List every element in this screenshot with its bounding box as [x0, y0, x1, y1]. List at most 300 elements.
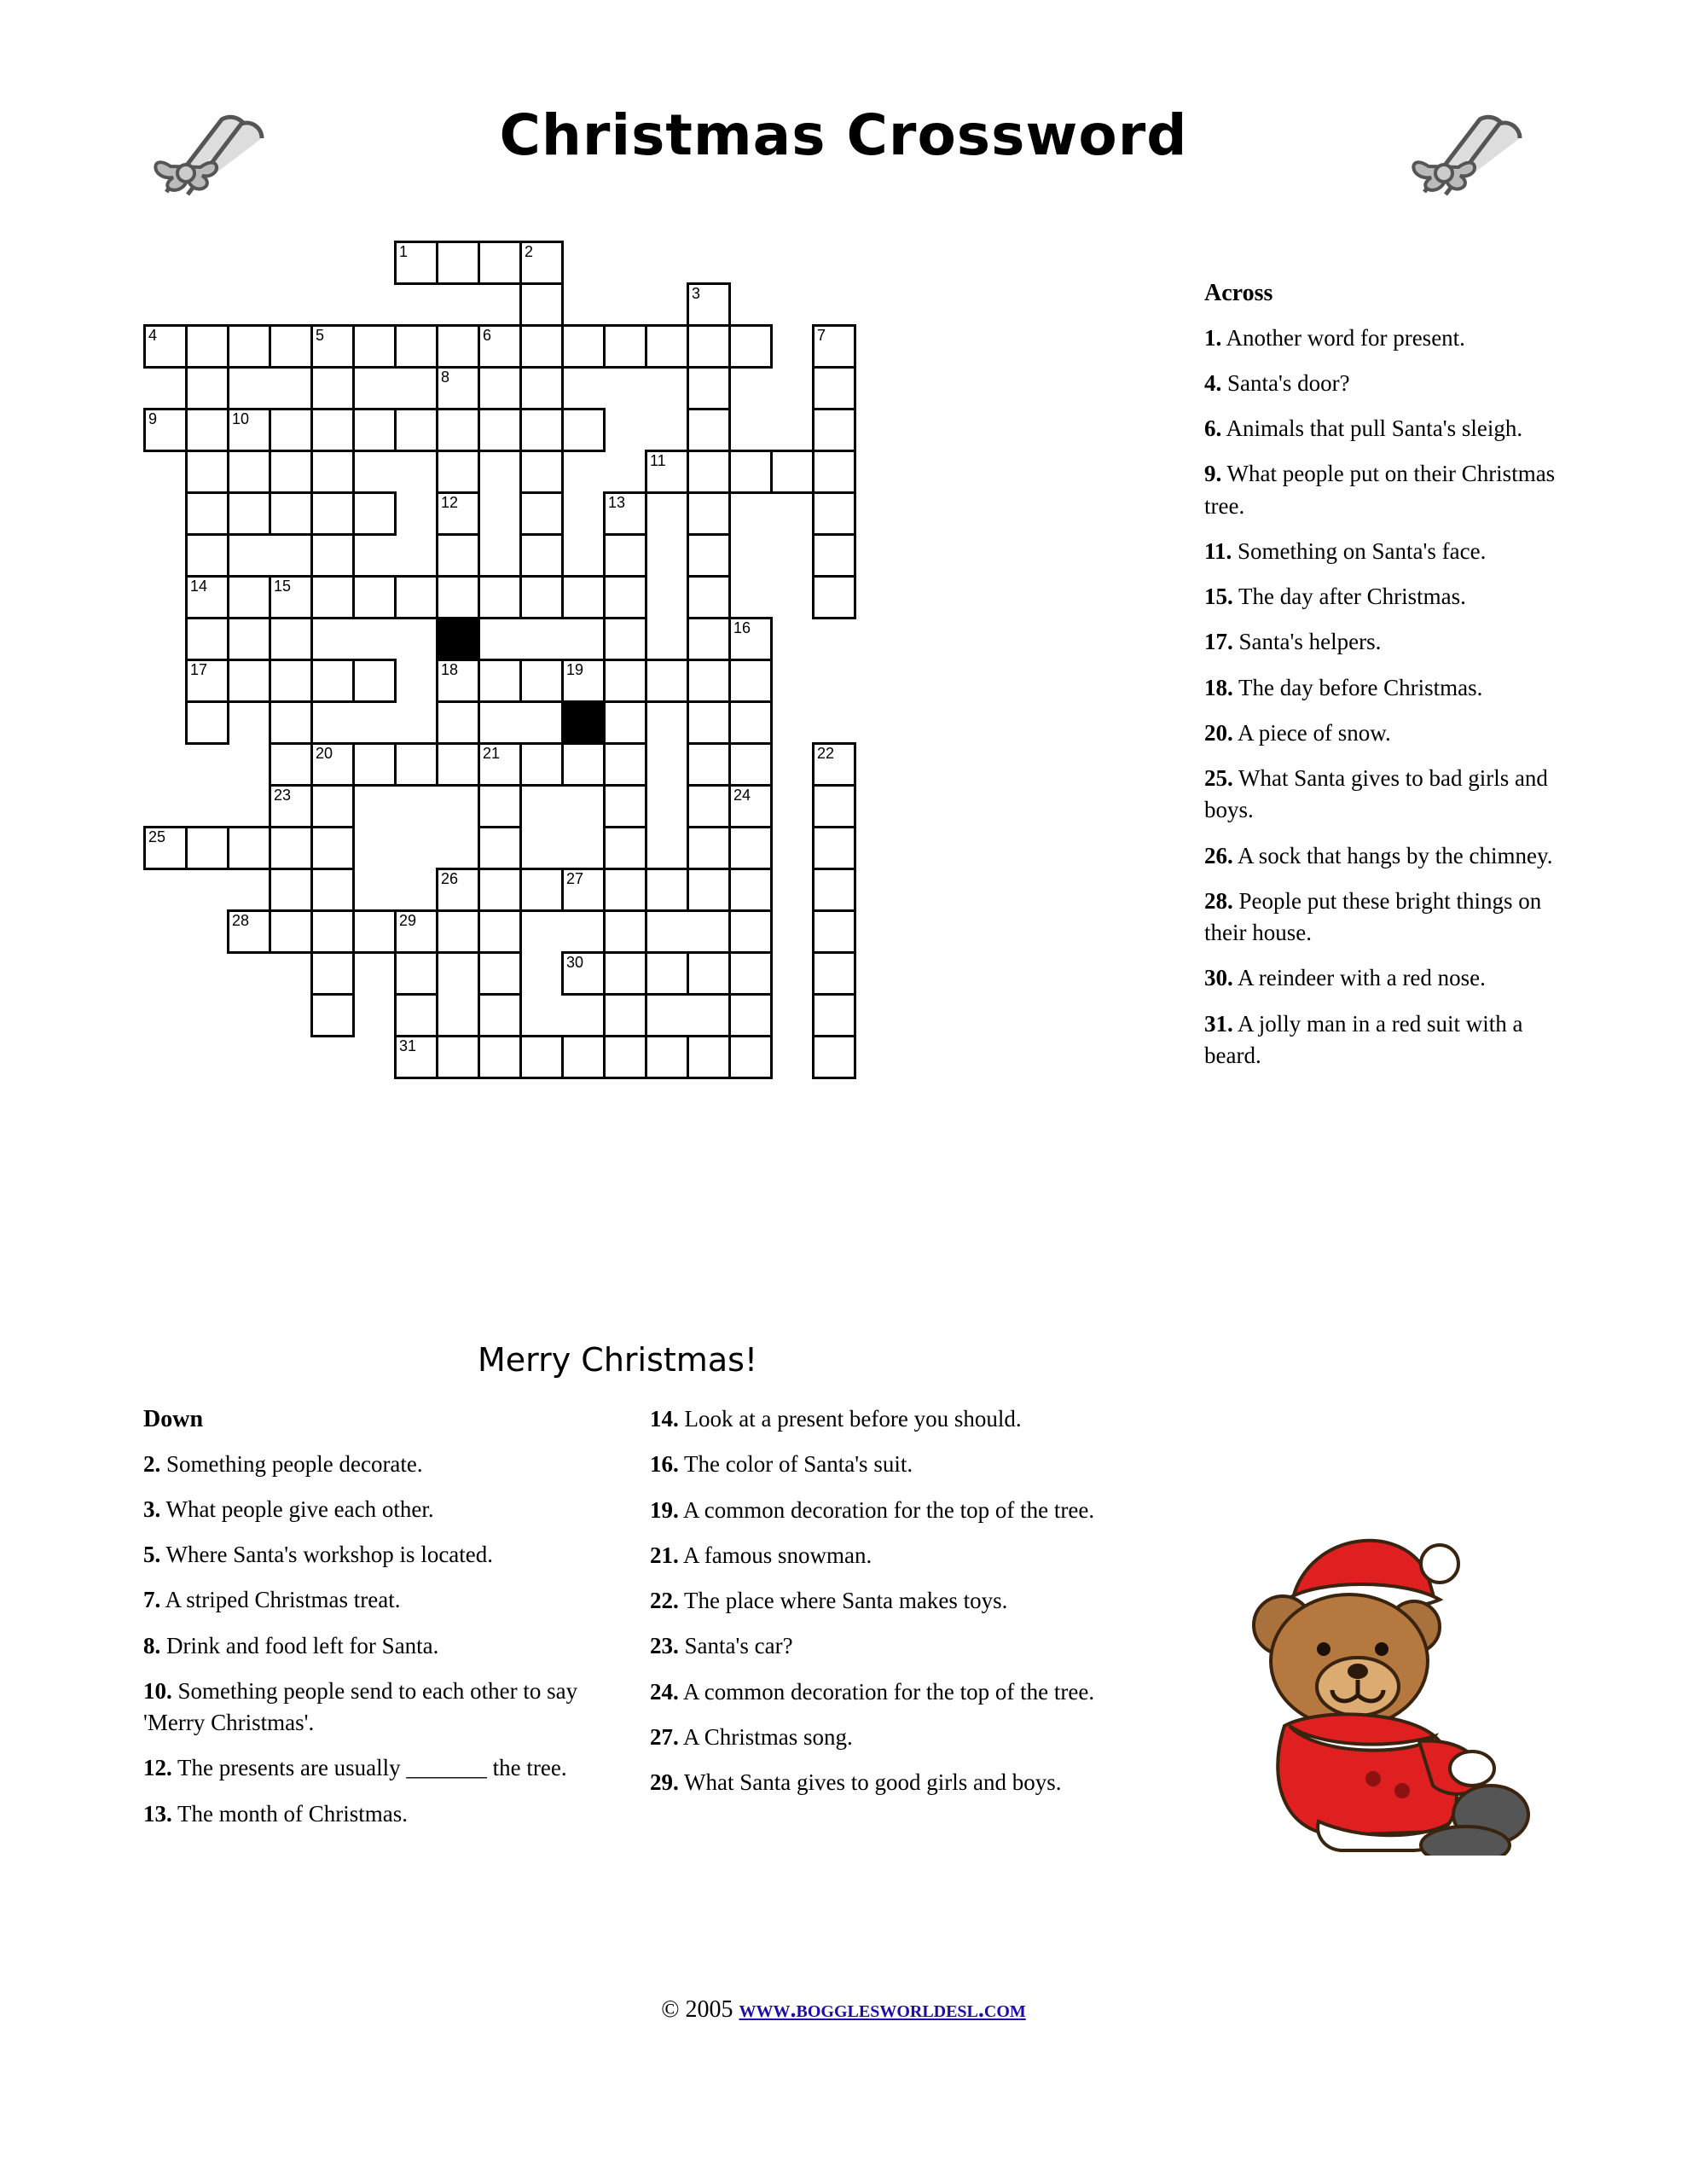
down-clues-column-left: [143, 1403, 604, 1844]
clue-item: [1204, 626, 1571, 658]
grid-cell[interactable]: [519, 241, 564, 285]
grid-cell[interactable]: [812, 450, 856, 494]
grid-cell-number: 31: [399, 1037, 417, 1054]
grid-cell-number: 11: [650, 452, 666, 469]
grid-cell[interactable]: [561, 324, 606, 369]
grid-cell[interactable]: [728, 617, 773, 661]
clue-number: 1.: [1204, 324, 1222, 351]
grid-cell[interactable]: [227, 408, 271, 452]
clue-number: 6.: [1204, 415, 1222, 442]
clue-text: Santa's helpers.: [1232, 629, 1382, 655]
grid-cell[interactable]: [687, 408, 731, 452]
clue-number: 28.: [1204, 887, 1233, 914]
grid-cell[interactable]: [687, 1035, 731, 1079]
across-clues-column: [1204, 277, 1571, 1085]
grid-cell[interactable]: [519, 408, 564, 452]
grid-cell[interactable]: [687, 742, 731, 787]
grid-cell[interactable]: [812, 408, 856, 452]
grid-cell[interactable]: [603, 491, 647, 536]
clue-number: 9.: [1204, 461, 1222, 487]
grid-cell[interactable]: [687, 868, 731, 912]
grid-cell[interactable]: [436, 366, 480, 410]
grid-cell[interactable]: [394, 324, 438, 369]
grid-cell[interactable]: [645, 951, 689, 996]
grid-cell[interactable]: [478, 909, 522, 954]
clue-text: A famous snowman.: [678, 1542, 872, 1568]
grid-cell-blocked: [436, 617, 480, 661]
grid-cell[interactable]: [436, 868, 480, 912]
clue-number: 31.: [1204, 1010, 1233, 1037]
grid-cell[interactable]: [310, 909, 355, 954]
grid-cell-number: 6: [483, 327, 492, 344]
clue-number: 29.: [650, 1769, 679, 1795]
grid-cell[interactable]: [519, 366, 564, 410]
grid-cell[interactable]: [436, 659, 480, 703]
grid-cell[interactable]: [269, 784, 313, 828]
grid-cell[interactable]: [603, 993, 647, 1037]
grid-cell-blocked: [561, 700, 606, 745]
grid-cell[interactable]: [645, 659, 689, 703]
grid-cell[interactable]: [394, 951, 438, 996]
grid-cell[interactable]: [728, 742, 773, 787]
grid-cell[interactable]: [185, 450, 229, 494]
clue-text: Where Santa's workshop is located.: [160, 1542, 494, 1568]
grid-cell[interactable]: [143, 826, 188, 870]
grid-cell-number: 26: [441, 870, 459, 887]
clue-text: Something people decorate.: [160, 1450, 423, 1477]
grid-cell[interactable]: [728, 868, 773, 912]
clue-text: Animals that pull Santa's sleigh.: [1221, 415, 1523, 442]
grid-cell[interactable]: [227, 659, 271, 703]
grid-cell[interactable]: [269, 826, 313, 870]
grid-cell[interactable]: [185, 491, 229, 536]
grid-cell[interactable]: [478, 1035, 522, 1079]
grid-cell[interactable]: [269, 491, 313, 536]
grid-cell[interactable]: [687, 659, 731, 703]
grid-cell[interactable]: [478, 951, 522, 996]
grid-cell[interactable]: [352, 324, 397, 369]
grid-cell-number: 30: [566, 954, 584, 971]
grid-cell[interactable]: [269, 909, 313, 954]
grid-cell[interactable]: [185, 408, 229, 452]
grid-cell[interactable]: [519, 575, 564, 619]
grid-cell[interactable]: [478, 868, 522, 912]
grid-cell[interactable]: [185, 533, 229, 578]
grid-cell[interactable]: [561, 951, 606, 996]
grid-cell[interactable]: [519, 324, 564, 369]
grid-cell[interactable]: [269, 868, 313, 912]
grid-cell[interactable]: [269, 659, 313, 703]
clue-number: 13.: [143, 1800, 172, 1827]
clue-number: 20.: [1204, 719, 1233, 746]
clue-text: The place where Santa makes toys.: [678, 1588, 1008, 1613]
grid-cell[interactable]: [645, 324, 689, 369]
grid-cell[interactable]: [185, 700, 229, 745]
grid-cell-number: 22: [817, 745, 835, 762]
clue-item: [1204, 536, 1571, 567]
merry-christmas-text: Merry Christmas!: [478, 1341, 758, 1379]
clue-text: What people give each other.: [160, 1496, 434, 1522]
clue-text: Look at a present before you should.: [678, 1406, 1022, 1432]
clue-number: 21.: [650, 1542, 679, 1568]
grid-cell[interactable]: [687, 617, 731, 661]
clue-item: [1204, 840, 1571, 872]
grid-cell[interactable]: [603, 951, 647, 996]
grid-cell[interactable]: [394, 575, 438, 619]
clue-number: 24.: [650, 1678, 679, 1705]
grid-cell[interactable]: [310, 408, 355, 452]
clue-item: [143, 1752, 604, 1784]
grid-cell[interactable]: [728, 659, 773, 703]
grid-cell[interactable]: [812, 784, 856, 828]
grid-cell[interactable]: [394, 1035, 438, 1079]
grid-cell[interactable]: [603, 909, 647, 954]
clue-number: 3.: [143, 1496, 161, 1522]
page-title: Christmas Crossword: [499, 102, 1188, 168]
grid-cell[interactable]: [310, 659, 355, 703]
grid-cell[interactable]: [687, 450, 731, 494]
clue-item: [650, 1767, 1153, 1798]
clue-number: 17.: [1204, 629, 1233, 655]
grid-cell[interactable]: [812, 366, 856, 410]
grid-cell[interactable]: [812, 909, 856, 954]
grid-cell-number: 19: [566, 661, 584, 678]
clue-item: [1204, 581, 1571, 613]
grid-cell[interactable]: [812, 491, 856, 536]
grid-cell-number: 16: [733, 619, 751, 636]
grid-cell[interactable]: [561, 659, 606, 703]
grid-cell[interactable]: [394, 909, 438, 954]
grid-cell-number: 23: [274, 787, 292, 804]
grid-cell[interactable]: [770, 450, 815, 494]
clue-text: The day before Christmas.: [1232, 674, 1483, 700]
grid-cell-number: 21: [483, 745, 501, 762]
clue-item: [650, 1676, 1153, 1708]
clue-item: [650, 1540, 1153, 1571]
down-heading: Down: [143, 1406, 204, 1432]
clue-item: [650, 1495, 1153, 1526]
clue-text: What Santa gives to bad girls and boys.: [1204, 765, 1548, 823]
grid-cell[interactable]: [687, 324, 731, 369]
clue-text: Something on Santa's face.: [1232, 537, 1487, 564]
grid-cell[interactable]: [227, 450, 271, 494]
grid-cell[interactable]: [687, 951, 731, 996]
grid-cell[interactable]: [185, 617, 229, 661]
grid-cell[interactable]: [603, 1035, 647, 1079]
grid-cell[interactable]: [728, 993, 773, 1037]
clue-item: [143, 1584, 604, 1616]
clue-number: 10.: [143, 1677, 172, 1704]
grid-cell[interactable]: [310, 533, 355, 578]
grid-cell[interactable]: [352, 742, 397, 787]
grid-cell[interactable]: [728, 909, 773, 954]
grid-cell[interactable]: [561, 868, 606, 912]
clue-item: [650, 1630, 1153, 1662]
grid-cell[interactable]: [227, 324, 271, 369]
clue-text: Something people send to each other to say 'Merry Christmas'.: [143, 1677, 578, 1736]
grid-cell[interactable]: [478, 575, 522, 619]
clue-text: Santa's door?: [1221, 369, 1350, 396]
clue-number: 5.: [143, 1542, 161, 1568]
grid-cell[interactable]: [561, 408, 606, 452]
grid-cell[interactable]: [519, 742, 564, 787]
grid-cell[interactable]: [728, 1035, 773, 1079]
grid-cell[interactable]: [603, 742, 647, 787]
grid-cell[interactable]: [812, 742, 856, 787]
santa-teddy-bear-icon: [1191, 1497, 1540, 1856]
grid-cell[interactable]: [310, 868, 355, 912]
grid-cell[interactable]: [227, 909, 271, 954]
clue-item: [1204, 1008, 1571, 1072]
clue-item: [650, 1403, 1153, 1435]
clue-item: [1204, 886, 1571, 950]
clue-text: Another word for present.: [1221, 324, 1465, 351]
grid-cell[interactable]: [728, 951, 773, 996]
grid-cell[interactable]: [603, 533, 647, 578]
down-clue-list-right: [650, 1403, 1153, 1798]
grid-cell[interactable]: [352, 408, 397, 452]
clue-number: 30.: [1204, 965, 1233, 991]
grid-cell[interactable]: [394, 993, 438, 1037]
clue-number: 2.: [143, 1450, 161, 1477]
clue-text: A common decoration for the top of the tree.: [678, 1678, 1095, 1705]
clue-number: 4.: [1204, 369, 1222, 396]
grid-cell-number: 27: [566, 870, 584, 887]
grid-cell[interactable]: [728, 826, 773, 870]
footer: [0, 1996, 1687, 2024]
grid-cell-number: 4: [148, 327, 158, 344]
grid-cell[interactable]: [603, 700, 647, 745]
clue-text: What people put on their Christmas tree.: [1204, 461, 1556, 519]
candy-cane-bow-icon: [1399, 85, 1544, 205]
grid-cell[interactable]: [519, 282, 564, 327]
grid-cell[interactable]: [603, 575, 647, 619]
grid-cell-number: 24: [733, 787, 751, 804]
grid-cell[interactable]: [269, 408, 313, 452]
grid-cell[interactable]: [185, 366, 229, 410]
clue-item: [143, 1676, 604, 1740]
grid-cell[interactable]: [478, 826, 522, 870]
clue-item: [143, 1798, 604, 1830]
grid-cell[interactable]: [185, 826, 229, 870]
grid-cell-number: 10: [232, 410, 250, 427]
grid-cell[interactable]: [436, 450, 480, 494]
grid-cell[interactable]: [687, 826, 731, 870]
grid-cell[interactable]: [436, 909, 480, 954]
grid-cell[interactable]: [687, 491, 731, 536]
grid-cell[interactable]: [478, 993, 522, 1037]
clue-text: Santa's car?: [678, 1633, 793, 1659]
clue-number: 26.: [1204, 842, 1233, 868]
grid-cell[interactable]: [519, 491, 564, 536]
grid-cell-number: 9: [148, 410, 158, 427]
grid-cell[interactable]: [603, 868, 647, 912]
grid-cell[interactable]: [687, 575, 731, 619]
grid-cell[interactable]: [519, 450, 564, 494]
grid-cell[interactable]: [352, 659, 397, 703]
grid-cell[interactable]: [227, 491, 271, 536]
grid-cell[interactable]: [269, 617, 313, 661]
grid-cell[interactable]: [603, 617, 647, 661]
grid-cell-number: 29: [399, 912, 417, 929]
down-clue-list-left: [143, 1449, 604, 1830]
grid-cell[interactable]: [269, 700, 313, 745]
grid-cell[interactable]: [645, 1035, 689, 1079]
grid-cell[interactable]: [728, 784, 773, 828]
grid-cell[interactable]: [812, 951, 856, 996]
grid-cell[interactable]: [603, 826, 647, 870]
grid-cell[interactable]: [310, 993, 355, 1037]
grid-cell[interactable]: [603, 659, 647, 703]
grid-cell-number: 14: [190, 578, 208, 595]
grid-cell[interactable]: [728, 450, 773, 494]
grid-cell[interactable]: [310, 784, 355, 828]
clue-item: [143, 1539, 604, 1571]
grid-cell[interactable]: [812, 575, 856, 619]
grid-cell[interactable]: [436, 324, 480, 369]
grid-cell-number: 1: [399, 243, 409, 260]
grid-cell[interactable]: [310, 826, 355, 870]
grid-cell[interactable]: [227, 826, 271, 870]
grid-cell[interactable]: [687, 366, 731, 410]
grid-cell-number: 28: [232, 912, 250, 929]
grid-cell[interactable]: [436, 533, 480, 578]
grid-cell[interactable]: [519, 1035, 564, 1079]
grid-cell[interactable]: [478, 408, 522, 452]
grid-cell-number: 18: [441, 661, 459, 678]
clue-item: [1204, 368, 1571, 399]
grid-cell[interactable]: [310, 491, 355, 536]
clue-text: The month of Christmas.: [171, 1800, 408, 1827]
grid-cell[interactable]: [561, 575, 606, 619]
grid-cell[interactable]: [143, 408, 188, 452]
grid-cell[interactable]: [687, 700, 731, 745]
clue-text: The color of Santa's suit.: [678, 1451, 913, 1478]
grid-cell[interactable]: [812, 993, 856, 1037]
grid-cell[interactable]: [519, 868, 564, 912]
grid-cell[interactable]: [812, 533, 856, 578]
clue-item: [1204, 322, 1571, 354]
grid-cell[interactable]: [478, 784, 522, 828]
clue-item: [143, 1494, 604, 1525]
grid-cell[interactable]: [478, 241, 522, 285]
grid-cell[interactable]: [603, 784, 647, 828]
grid-cell[interactable]: [645, 450, 689, 494]
grid-cell[interactable]: [812, 826, 856, 870]
grid-cell[interactable]: [394, 742, 438, 787]
grid-cell[interactable]: [519, 533, 564, 578]
grid-cell[interactable]: [436, 742, 480, 787]
grid-cell[interactable]: [478, 659, 522, 703]
grid-cell[interactable]: [352, 575, 397, 619]
clue-text: A common decoration for the top of the tree.: [678, 1496, 1095, 1523]
candy-cane-bow-icon: [141, 85, 286, 205]
grid-cell[interactable]: [687, 282, 731, 327]
grid-cell[interactable]: [352, 909, 397, 954]
grid-cell[interactable]: [436, 491, 480, 536]
clue-number: 23.: [650, 1633, 679, 1659]
grid-cell[interactable]: [812, 868, 856, 912]
grid-cell-number: 20: [316, 745, 333, 762]
clue-number: 15.: [1204, 584, 1233, 610]
grid-cell[interactable]: [269, 575, 313, 619]
clue-number: 19.: [650, 1496, 679, 1523]
grid-cell[interactable]: [436, 408, 480, 452]
grid-cell[interactable]: [185, 659, 229, 703]
grid-cell-number: 12: [441, 494, 459, 511]
grid-cell[interactable]: [436, 1035, 480, 1079]
grid-cell[interactable]: [436, 700, 480, 745]
clue-text: A Christmas song.: [678, 1723, 853, 1750]
grid-cell[interactable]: [561, 1035, 606, 1079]
grid-cell[interactable]: [352, 491, 397, 536]
grid-cell[interactable]: [728, 700, 773, 745]
grid-cell[interactable]: [310, 366, 355, 410]
grid-cell[interactable]: [185, 575, 229, 619]
grid-cell[interactable]: [561, 742, 606, 787]
grid-cell[interactable]: [645, 868, 689, 912]
clue-item: [650, 1722, 1153, 1753]
grid-cell[interactable]: [269, 742, 313, 787]
clue-item: [1204, 763, 1571, 827]
grid-cell[interactable]: [478, 742, 522, 787]
clue-item: [1204, 672, 1571, 704]
grid-cell[interactable]: [227, 575, 271, 619]
grid-cell[interactable]: [394, 241, 438, 285]
clue-number: 25.: [1204, 765, 1233, 792]
clue-number: 7.: [143, 1587, 161, 1613]
grid-cell[interactable]: [812, 324, 856, 369]
copyright-text: © 2005: [661, 1996, 739, 2023]
grid-cell-number: 5: [316, 327, 325, 344]
grid-cell[interactable]: [310, 742, 355, 787]
grid-cell[interactable]: [812, 1035, 856, 1079]
grid-cell-number: 8: [441, 369, 450, 386]
clue-text: What Santa gives to good girls and boys.: [678, 1769, 1062, 1795]
clue-number: 27.: [650, 1723, 679, 1750]
clue-text: Drink and food left for Santa.: [160, 1632, 439, 1658]
clue-item: [650, 1585, 1153, 1617]
grid-cell[interactable]: [603, 324, 647, 369]
clue-item: [1204, 413, 1571, 444]
clue-item: [143, 1630, 604, 1662]
grid-cell[interactable]: [728, 324, 773, 369]
grid-cell[interactable]: [436, 241, 480, 285]
grid-cell-number: 7: [817, 327, 826, 344]
grid-cell[interactable]: [310, 450, 355, 494]
grid-cell[interactable]: [310, 324, 355, 369]
clue-item: [650, 1449, 1153, 1480]
grid-cell[interactable]: [394, 408, 438, 452]
grid-cell[interactable]: [478, 324, 522, 369]
grid-cell[interactable]: [310, 575, 355, 619]
website-link[interactable]: www.bogglesworldesl.com: [739, 1996, 1026, 2023]
crossword-grid[interactable]: [143, 241, 1192, 1341]
clue-item: [143, 1449, 604, 1480]
grid-cell[interactable]: [687, 784, 731, 828]
grid-cell[interactable]: [519, 659, 564, 703]
grid-cell[interactable]: [310, 951, 355, 996]
clue-number: 22.: [650, 1588, 679, 1613]
clue-text: A sock that hangs by the chimney.: [1232, 842, 1553, 868]
clue-number: 14.: [650, 1406, 679, 1432]
grid-cell[interactable]: [185, 324, 229, 369]
grid-cell[interactable]: [687, 533, 731, 578]
grid-cell[interactable]: [436, 575, 480, 619]
across-heading: Across: [1204, 280, 1273, 306]
grid-cell[interactable]: [143, 324, 188, 369]
grid-cell[interactable]: [269, 324, 313, 369]
